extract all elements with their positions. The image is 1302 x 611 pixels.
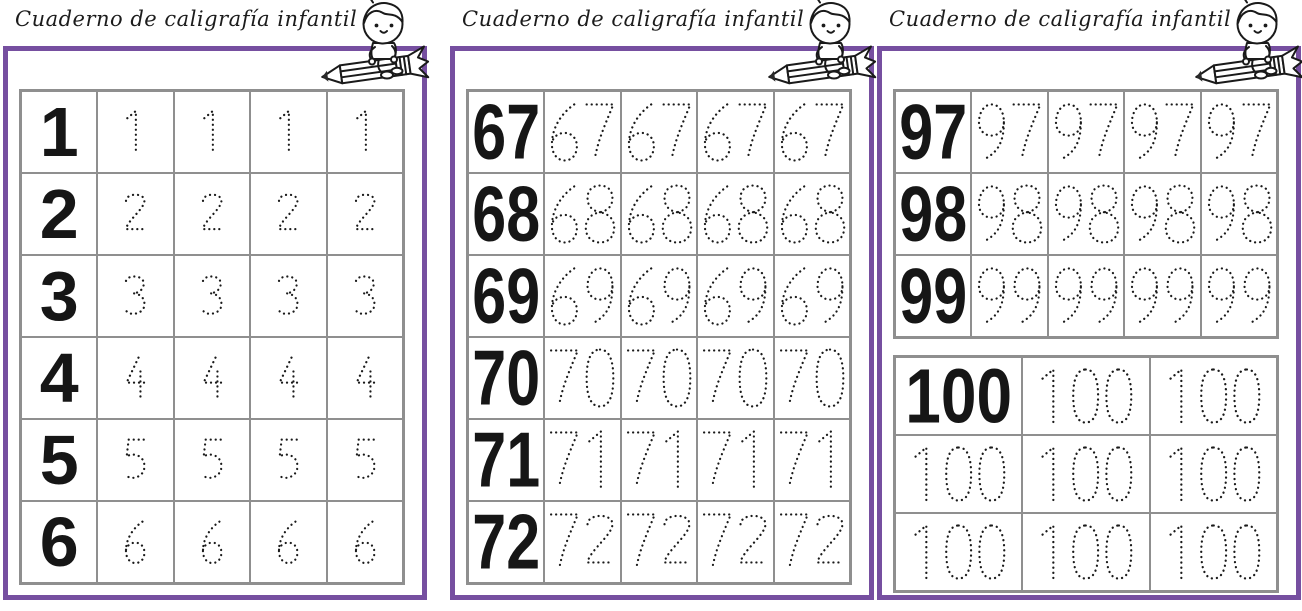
trace-number-cell [1150, 357, 1277, 435]
page-border-frame [450, 46, 874, 600]
solid-number: 3 [39, 257, 79, 335]
solid-number: 5 [39, 421, 79, 499]
trace-number-cell [97, 501, 173, 583]
trace-number-cell [774, 419, 850, 501]
trace-number-cell [544, 419, 620, 501]
solid-number-cell [468, 173, 544, 255]
trace-number-cell [971, 255, 1047, 337]
trace-number-cell [1124, 255, 1200, 337]
page-title: Cuaderno de caligrafía infantil [462, 7, 805, 31]
solid-number: 72 [472, 501, 541, 583]
trace-number-cell [174, 255, 250, 337]
trace-number-cell [174, 173, 250, 255]
trace-number-cell [895, 513, 1022, 591]
solid-number-cell [468, 419, 544, 501]
solid-number: 70 [472, 337, 541, 419]
trace-number-cell [174, 337, 250, 419]
trace-number-cell [774, 91, 850, 173]
solid-number-cell [21, 337, 97, 419]
worksheet-page-3 [877, 0, 1301, 611]
trace-number-cell [697, 501, 773, 583]
boy-riding-pencil-icon [317, 0, 433, 99]
trace-number-cell [697, 419, 773, 501]
trace-number-cell [697, 337, 773, 419]
trace-number-cell [327, 419, 403, 501]
trace-number-cell [1124, 91, 1200, 173]
trace-number-cell [250, 337, 326, 419]
solid-number-cell [895, 357, 1022, 435]
solid-number: 98 [899, 173, 968, 255]
trace-number-cell [621, 501, 697, 583]
worksheet-page-1 [3, 0, 427, 611]
boy-riding-pencil-icon [764, 0, 880, 99]
solid-number-cell [21, 255, 97, 337]
trace-number-cell [327, 337, 403, 419]
trace-number-cell [971, 173, 1047, 255]
trace-number-cell [174, 91, 250, 173]
trace-number-cell [250, 91, 326, 173]
trace-grid [893, 89, 1279, 339]
solid-number-cell [468, 255, 544, 337]
trace-number-cell [697, 91, 773, 173]
trace-number-cell [544, 501, 620, 583]
trace-number-cell [544, 255, 620, 337]
solid-number-cell [21, 173, 97, 255]
trace-number-cell [327, 173, 403, 255]
trace-number-cell [1048, 173, 1124, 255]
trace-number-cell [97, 255, 173, 337]
solid-number-cell [468, 91, 544, 173]
solid-number: 67 [472, 91, 541, 173]
trace-number-cell [250, 255, 326, 337]
solid-number: 2 [39, 175, 79, 253]
trace-number-cell [250, 501, 326, 583]
solid-number-cell [895, 173, 971, 255]
trace-number-cell [1201, 255, 1277, 337]
boy-riding-pencil-icon [1191, 0, 1302, 99]
solid-number: 4 [39, 339, 79, 417]
solid-number-cell [21, 501, 97, 583]
trace-number-cell [97, 337, 173, 419]
trace-number-cell [544, 173, 620, 255]
solid-number: 71 [472, 419, 541, 501]
trace-number-cell [97, 173, 173, 255]
solid-number: 97 [899, 91, 968, 173]
solid-number: 99 [899, 255, 968, 337]
solid-number: 6 [39, 503, 79, 581]
trace-number-cell [1022, 357, 1149, 435]
trace-number-cell [1022, 435, 1149, 513]
trace-number-cell [774, 501, 850, 583]
solid-number: 1 [39, 93, 79, 171]
trace-number-cell [250, 419, 326, 501]
trace-number-cell [774, 173, 850, 255]
trace-number-cell [174, 501, 250, 583]
number-grids [466, 89, 852, 585]
solid-number-cell [21, 419, 97, 501]
solid-number-cell [895, 255, 971, 337]
trace-number-cell [544, 337, 620, 419]
trace-number-cell [1048, 91, 1124, 173]
trace-number-cell [544, 91, 620, 173]
trace-number-cell [621, 91, 697, 173]
trace-number-cell [774, 337, 850, 419]
trace-number-cell [97, 419, 173, 501]
trace-number-cell [1022, 513, 1149, 591]
trace-number-cell [895, 435, 1022, 513]
trace-number-cell [697, 173, 773, 255]
trace-grid [466, 89, 852, 585]
solid-number-cell [21, 91, 97, 173]
trace-number-cell [1150, 513, 1277, 591]
solid-number: 68 [472, 173, 541, 255]
number-grids [893, 89, 1279, 593]
trace-number-cell [1048, 255, 1124, 337]
trace-number-cell [697, 255, 773, 337]
page-title: Cuaderno de caligrafía infantil [889, 7, 1232, 31]
trace-number-cell [1150, 435, 1277, 513]
trace-number-cell [621, 419, 697, 501]
trace-number-cell [621, 173, 697, 255]
trace-number-cell [327, 91, 403, 173]
trace-number-cell [774, 255, 850, 337]
solid-number-cell [468, 337, 544, 419]
trace-number-cell [327, 255, 403, 337]
page-border-frame [3, 46, 427, 600]
trace-number-cell [1124, 173, 1200, 255]
page-border-frame [877, 46, 1301, 600]
trace-number-cell [327, 501, 403, 583]
trace-number-cell [97, 91, 173, 173]
solid-number-cell [468, 501, 544, 583]
number-grids [19, 89, 405, 585]
trace-number-cell [971, 91, 1047, 173]
trace-number-cell [1201, 173, 1277, 255]
trace-number-cell [174, 419, 250, 501]
trace-number-cell [621, 255, 697, 337]
solid-number: 69 [472, 255, 541, 337]
trace-number-cell [1201, 91, 1277, 173]
page-title: Cuaderno de caligrafía infantil [15, 7, 358, 31]
trace-grid [19, 89, 405, 585]
trace-number-cell [621, 337, 697, 419]
trace-grid [893, 355, 1279, 593]
solid-number: 100 [905, 357, 1013, 435]
worksheet-page-2 [450, 0, 874, 611]
solid-number-cell [895, 91, 971, 173]
trace-number-cell [250, 173, 326, 255]
